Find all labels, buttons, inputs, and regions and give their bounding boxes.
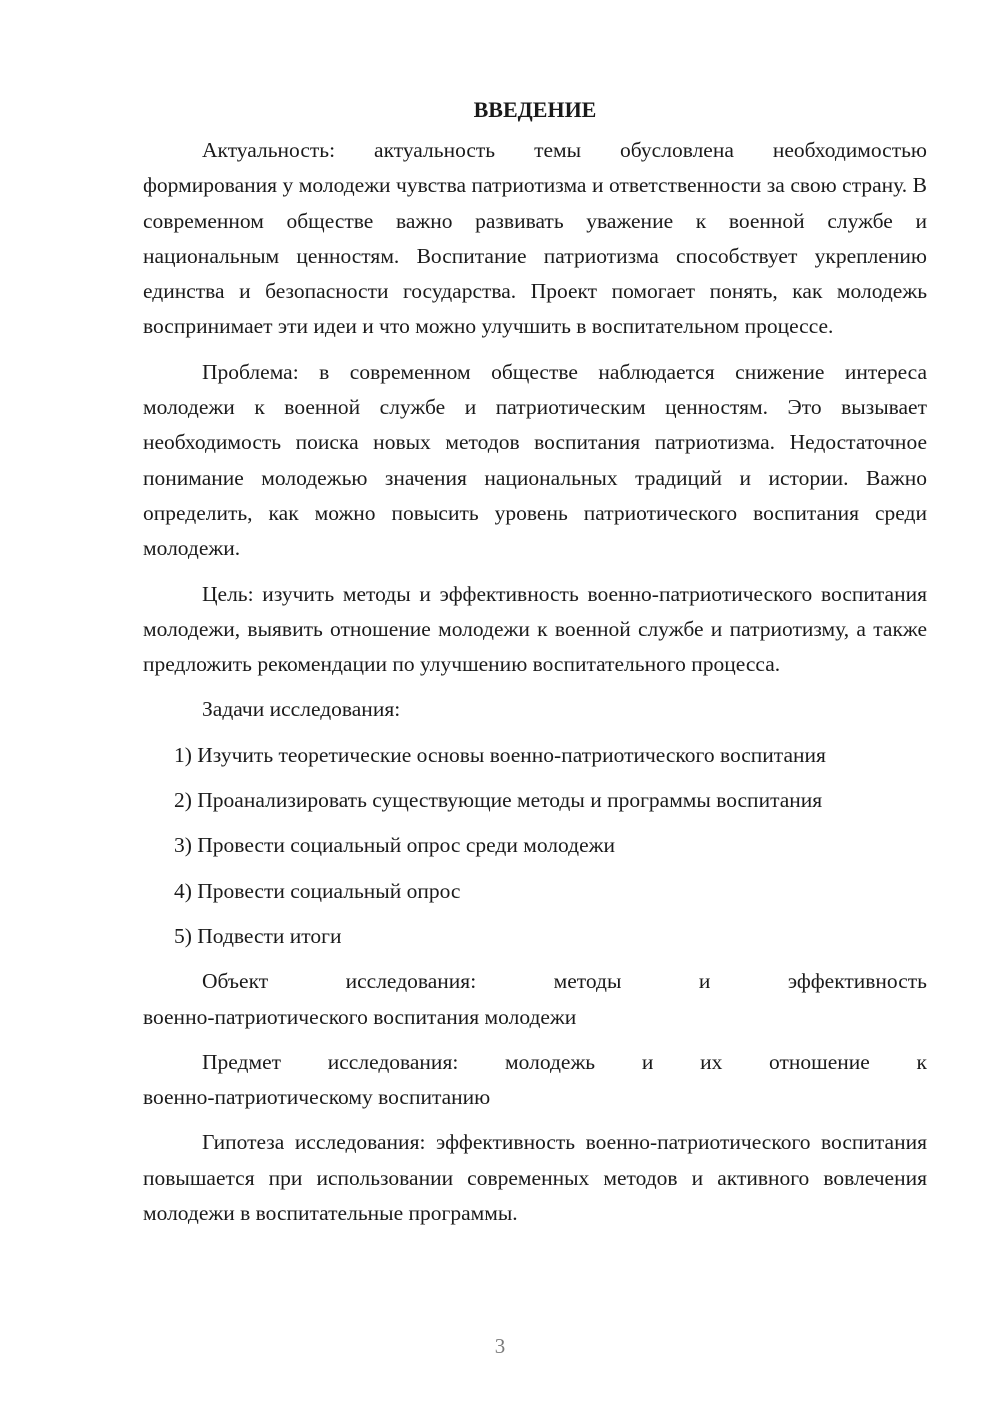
object-word: и bbox=[698, 969, 711, 994]
object-word: методы bbox=[553, 969, 622, 994]
subject-first-line bbox=[143, 1045, 927, 1080]
subject-word: отношение bbox=[769, 1049, 870, 1074]
object-continuation: военно-патриотического воспитания молодежи bbox=[143, 1004, 577, 1029]
subject-word: молодежь bbox=[505, 1049, 596, 1074]
tasks-list bbox=[143, 738, 927, 954]
subject-continuation: военно-патриотическому воспитанию bbox=[143, 1085, 491, 1110]
list-item: 5) Подвести итоги bbox=[174, 923, 342, 948]
object-paragraph bbox=[143, 964, 927, 1035]
problem-paragraph: Проблема: в современном обществе наблюдается снижение интереса молодежи к военной службе и патриотическим ценностям. Это вызывает необходимость поиска новых методов воспитания патриотизма. Недостаточное понимание молодежью значения национальных традиций и истории. Важно определить, как можно повысить уровень патриотического воспитания среди молодежи. bbox=[143, 359, 927, 561]
page-number: 3 bbox=[494, 1334, 506, 1358]
object-word: Объект bbox=[202, 969, 269, 994]
hypothesis-paragraph: Гипотеза исследования: эффективность военно-патриотического воспитания повышается при использовании современных методов и активного вовлечения молодежи в воспитательные программы. bbox=[143, 1130, 927, 1226]
subject-word: и bbox=[641, 1049, 654, 1074]
list-item: 1) Изучить теоретические основы военно-патриотического воспитания bbox=[174, 742, 826, 767]
object-word: эффективность bbox=[787, 969, 927, 994]
object-first-line bbox=[143, 964, 927, 999]
section-heading: ВВЕДЕНИЕ bbox=[473, 97, 597, 122]
subject-word: Предмет bbox=[202, 1049, 282, 1074]
object-word: исследования: bbox=[345, 969, 477, 994]
subject-word: их bbox=[700, 1049, 723, 1074]
subject-paragraph bbox=[143, 1045, 927, 1116]
document-page bbox=[143, 90, 927, 1241]
list-item: 4) Провести социальный опрос bbox=[174, 878, 461, 903]
tasks-heading: Задачи исследования: bbox=[202, 697, 401, 722]
list-item: 3) Провести социальный опрос среди молодежи bbox=[174, 833, 615, 858]
subject-word: к bbox=[916, 1049, 927, 1074]
relevance-paragraph: Актуальность: актуальность темы обусловлена необходимостью формирования у молодежи чувства патриотизма и ответственности за свою страну. В современном обществе важно развивать уважение к военной службе и национальным ценностям. Воспитание патриотизма способствует укреплению единства и безопасности государства. Проект помогает понять, как молодежь воспринимает эти идеи и что можно улучшить в воспитательном процессе. bbox=[143, 138, 927, 339]
list-item: 2) Проанализировать существующие методы и программы воспитания bbox=[174, 788, 823, 813]
subject-word: исследования: bbox=[327, 1049, 459, 1074]
goal-paragraph: Цель: изучить методы и эффективность военно-патриотического воспитания молодежи, выявить отношение молодежи к военной службе и патриотизму, а также предложить рекомендации по улучшению воспитательного процесса. bbox=[143, 581, 927, 677]
